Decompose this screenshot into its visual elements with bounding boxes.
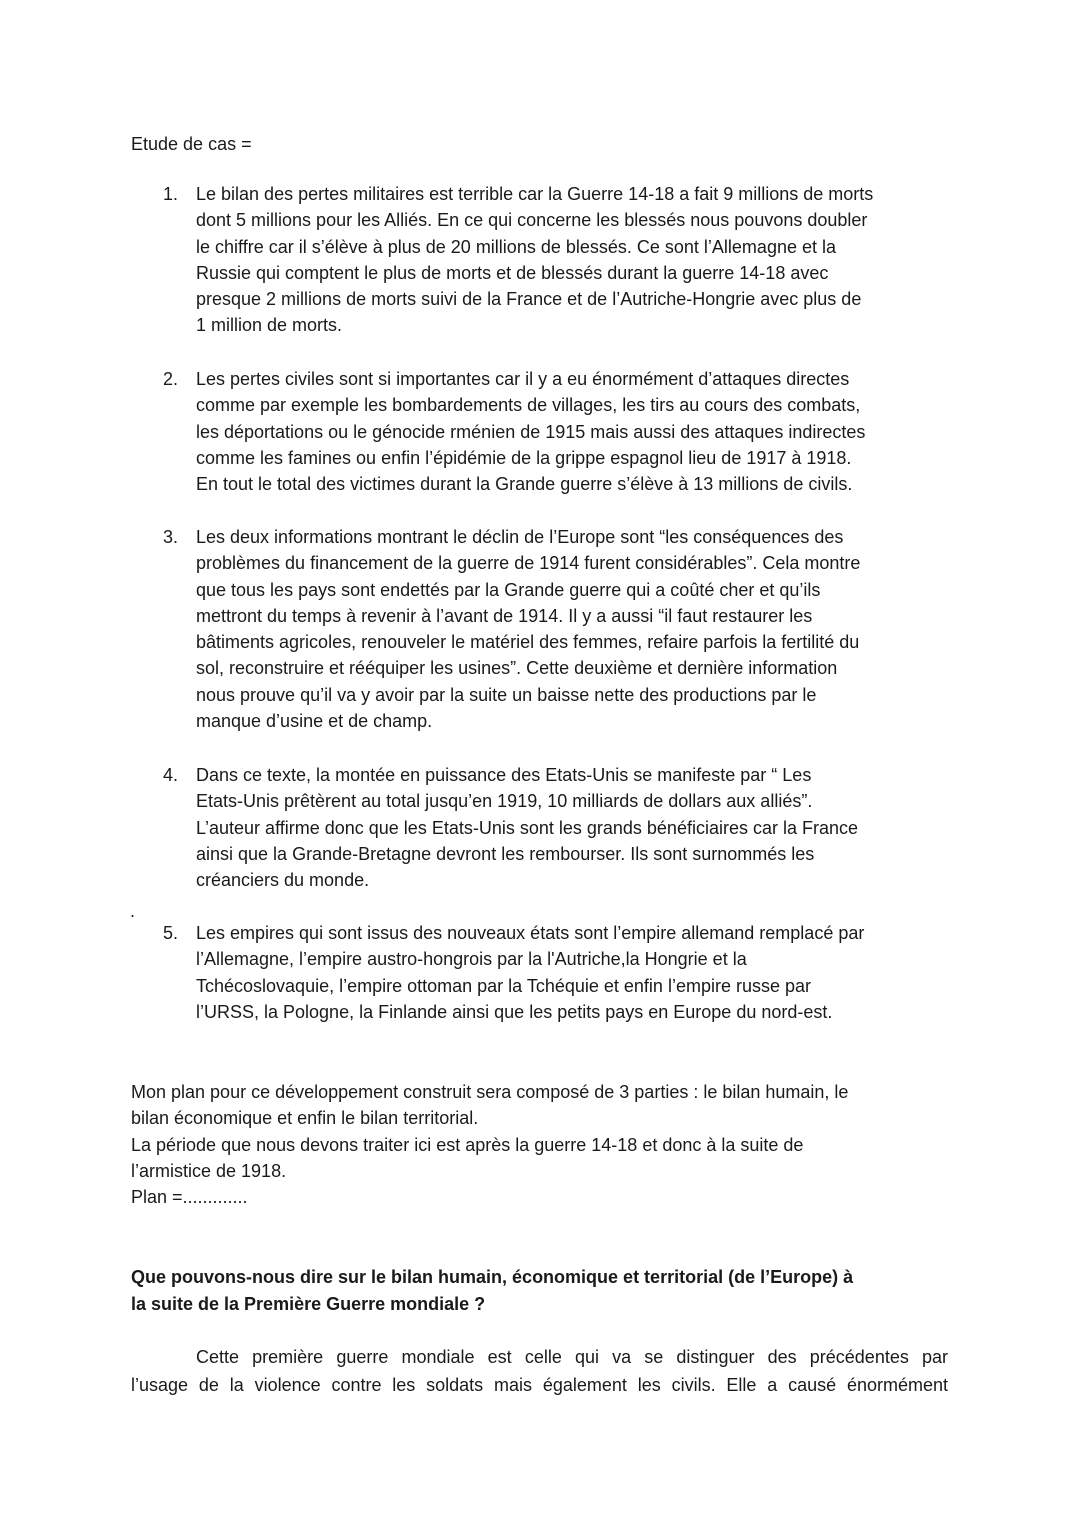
- problem-question: [131, 1264, 951, 1318]
- answer-number: 2.: [163, 369, 179, 389]
- text-line: l’URSS, la Pologne, la Finlande ainsi que les petits pays en Europe du nord-est.: [196, 1001, 833, 1022]
- text-line: Dans ce texte, la montée en puissance des Etats-Unis se manifeste par “ Les: [196, 765, 812, 785]
- answer-text: [196, 920, 956, 1025]
- text-line: que tous les pays sont endettés par la Grande guerre qui a coûté cher et qu’ils: [196, 579, 821, 600]
- answer-text: [196, 181, 956, 339]
- plan-paragraph: [131, 1079, 951, 1210]
- text-line: l’armistice de 1918.: [131, 1160, 287, 1181]
- text-line: problèmes du financement de la guerre de 1914 furent considérables”. Cela montre: [196, 553, 861, 574]
- answer-text: [196, 762, 956, 893]
- text-line: presque 2 millions de morts suivi de la France et de l’Autriche-Hongrie avec plus de: [196, 289, 862, 310]
- text-line: comme les famines ou enfin l’épidémie de la grippe espagnol lieu de 1917 à 1918.: [196, 447, 852, 468]
- answer-number: 4.: [163, 765, 179, 785]
- text-line: nous prouve qu’il va y avoir par la suite un baisse nette des productions par le: [196, 684, 817, 705]
- text-line: la suite de la Première Guerre mondiale ?: [131, 1294, 486, 1314]
- text-line: Russie qui comptent le plus de morts et de blessés durant la guerre 14-18 avec: [196, 262, 829, 283]
- text-line: Les pertes civiles sont si importantes car il y a eu énormément d’attaques directes: [196, 369, 850, 389]
- text-line: sol, reconstruire et rééquiper les usines”. Cette deuxième et dernière information: [196, 658, 838, 679]
- text-line: Cette première guerre mondiale est celle qui va se distinguer des précédentes par: [196, 1347, 948, 1367]
- text-line: Plan =.............: [131, 1187, 248, 1208]
- answer-number: 1.: [163, 184, 179, 204]
- text-line: manque d’usine et de champ.: [196, 711, 433, 732]
- text-line: dont 5 millions pour les Alliés. En ce qui concerne les blessés nous pouvons doubler: [196, 210, 868, 231]
- text-line: bilan économique et enfin le bilan territorial.: [131, 1108, 479, 1129]
- text-line: les déportations ou le génocide rménien de 1915 mais aussi des attaques indirectes: [196, 421, 866, 442]
- answer-text: [196, 524, 956, 734]
- text-line: Le bilan des pertes militaires est terrible car la Guerre 14-18 a fait 9 millions de morts: [196, 184, 874, 204]
- stray-mark: .: [130, 901, 136, 921]
- text-line: comme par exemple les bombardements de villages, les tirs au cours des combats,: [196, 395, 861, 416]
- answer-text: [196, 366, 956, 497]
- answer-number: 5.: [163, 923, 179, 943]
- text-line: 1 million de morts.: [196, 315, 343, 336]
- text-line: l’usage de la violence contre les soldats mais également les civils. Elle a causé énormément: [131, 1374, 948, 1395]
- text-line: bâtiments agricoles, renouveler le matériel des femmes, refaire parfois la fertilité du: [196, 632, 860, 653]
- intro-paragraph: [131, 1344, 951, 1399]
- text-line: La période que nous devons traiter ici est après la guerre 14-18 et donc à la suite de: [131, 1134, 804, 1155]
- text-line: Les empires qui sont issus des nouveaux états sont l’empire allemand remplacé par: [196, 923, 865, 943]
- answer-number: 3.: [163, 527, 179, 547]
- text-line: En tout le total des victimes durant la Grande guerre s’élève à 13 millions de civils.: [196, 474, 853, 495]
- text-line: ainsi que la Grande-Bretagne devront les rembourser. Ils sont surnommés les: [196, 843, 815, 864]
- text-line: Mon plan pour ce développement construit sera composé de 3 parties : le bilan humain, le: [131, 1082, 849, 1102]
- text-line: Etats-Unis prêtèrent au total jusqu’en 1919, 10 milliards de dollars aux alliés”.: [196, 791, 813, 812]
- page-heading: Etude de cas =: [131, 134, 252, 154]
- text-line: L’auteur affirme donc que les Etats-Unis sont les grands bénéficiaires car la France: [196, 817, 859, 838]
- text-line: créanciers du monde.: [196, 870, 370, 891]
- text-line: mettront du temps à revenir à l’avant de 1914. Il y a aussi “il faut restaurer les: [196, 605, 813, 626]
- text-line: Les deux informations montrant le déclin de l’Europe sont “les conséquences des: [196, 527, 844, 547]
- text-line: l’Allemagne, l’empire austro-hongrois par la l'Autriche,la Hongrie et la: [196, 949, 747, 970]
- text-line: Que pouvons-nous dire sur le bilan humain, économique et territorial (de l’Europe) à: [131, 1267, 854, 1287]
- text-line: le chiffre car il s’élève à plus de 20 millions de blessés. Ce sont l’Allemagne et la: [196, 236, 836, 257]
- text-line: Tchécoslovaquie, l’empire ottoman par la Tchéquie et enfin l’empire russe par: [196, 975, 811, 996]
